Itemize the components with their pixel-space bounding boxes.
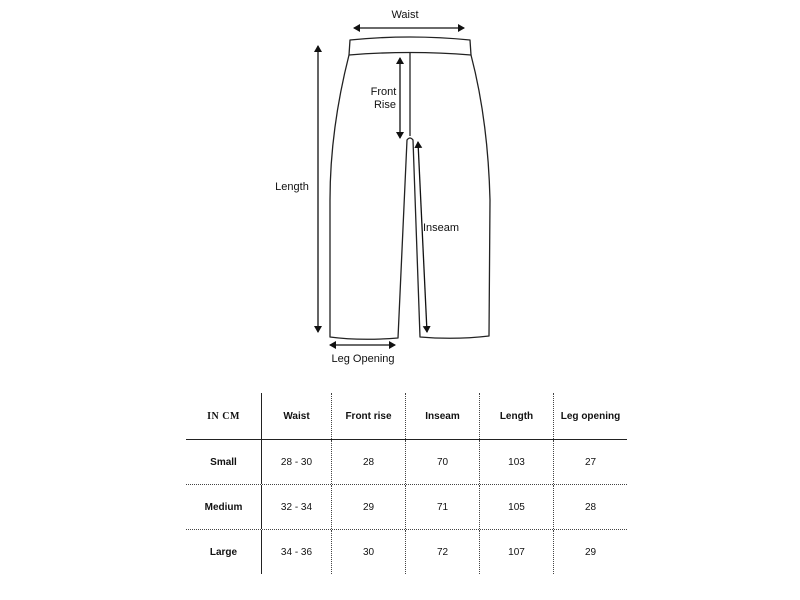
column-header: Inseam xyxy=(405,393,479,439)
unit-header: IN CM xyxy=(207,410,240,422)
measurement-arrows xyxy=(318,28,464,345)
front-rise-label xyxy=(371,86,400,111)
table-cell: 32 - 34 xyxy=(261,485,331,529)
size-label: Small xyxy=(210,456,237,468)
table-cell: 105 xyxy=(479,485,553,529)
table-row xyxy=(186,440,627,485)
inseam-label: Inseam xyxy=(422,222,460,234)
column-header: Waist xyxy=(261,393,331,439)
table-cell: 71 xyxy=(405,485,479,529)
leg-opening-label: Leg Opening xyxy=(331,353,395,365)
table-cell: 30 xyxy=(331,530,405,574)
table-cell: 72 xyxy=(405,530,479,574)
column-header: Front rise xyxy=(331,393,405,439)
table-cell: 107 xyxy=(479,530,553,574)
column-header: Leg opening xyxy=(553,393,627,439)
table-cell: 70 xyxy=(405,440,479,484)
front-rise-label-line2: Rise xyxy=(373,99,397,111)
size-label: Large xyxy=(209,546,238,558)
table-cell: 28 xyxy=(331,440,405,484)
table-header-row xyxy=(186,393,627,440)
pants-outline xyxy=(330,37,490,339)
size-label: Medium xyxy=(204,501,243,513)
table-cell: 34 - 36 xyxy=(261,530,331,574)
table-cell: 103 xyxy=(479,440,553,484)
table-cell: 29 xyxy=(331,485,405,529)
size-chart-table xyxy=(186,393,627,574)
table-cell: 27 xyxy=(553,440,627,484)
column-header: Length xyxy=(479,393,553,439)
length-label: Length xyxy=(275,181,309,193)
waist-label: Waist xyxy=(391,9,419,21)
table-cell: 28 xyxy=(553,485,627,529)
table-row xyxy=(186,530,627,574)
table-row xyxy=(186,485,627,530)
table-cell: 29 xyxy=(553,530,627,574)
front-rise-label-line1: Front xyxy=(370,86,397,98)
table-cell: 28 - 30 xyxy=(261,440,331,484)
